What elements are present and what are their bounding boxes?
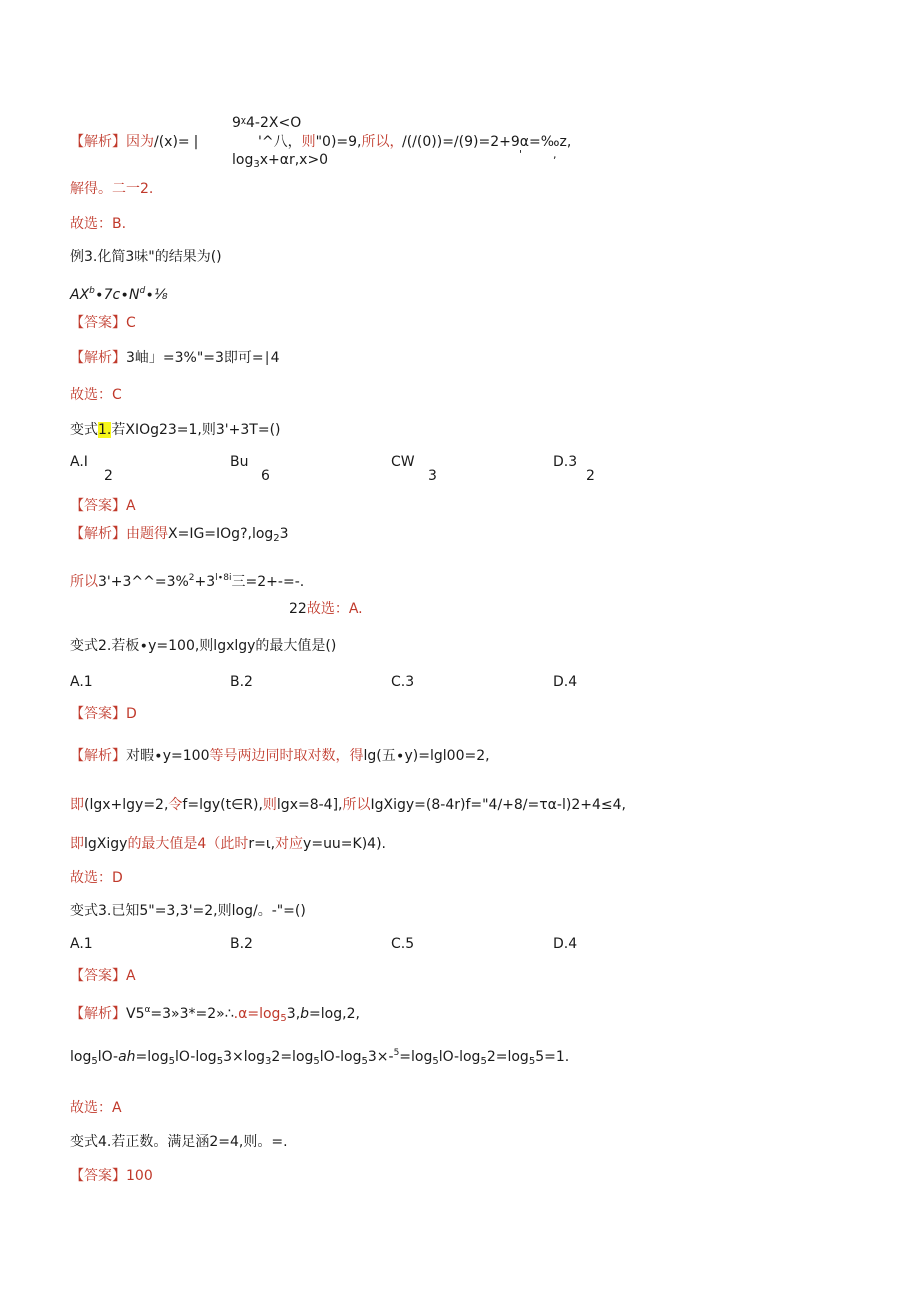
solution-text: 等号两边同时取对数，得 — [209, 748, 364, 764]
solution-math: 3, — [286, 1006, 301, 1022]
solution-math: .α=log — [233, 1006, 281, 1022]
solution-math: r=ι, — [248, 836, 276, 852]
sub: 5 — [480, 1056, 487, 1067]
answer-value: 100 — [126, 1168, 153, 1184]
solution-line-3 — [70, 835, 386, 853]
log-base: 2 — [273, 533, 280, 544]
answer-line — [70, 314, 136, 332]
option-sup: b — [89, 286, 95, 296]
exponent: l∙8i — [215, 573, 232, 583]
case-condition: x+αr,x>0 — [259, 152, 329, 168]
solution-line — [70, 349, 280, 367]
option-d: D.3 — [553, 454, 578, 470]
solution-line-2 — [70, 569, 304, 591]
solution-label: 【解析】 — [70, 526, 126, 542]
solution-line-3 — [289, 600, 363, 618]
option-sup: d — [139, 286, 146, 296]
solution-math: =log,2, — [309, 1006, 360, 1022]
answer-line — [70, 967, 136, 985]
option-text: ∙⅛ — [145, 287, 168, 303]
math: =log — [399, 1049, 433, 1065]
solution-math: X=IG=IOg?,log — [168, 526, 274, 542]
choose-text: 故选：A. — [306, 601, 363, 617]
solution-math: 3'+3^^=3% — [98, 574, 189, 590]
fraction-denominators: 22 — [289, 601, 307, 617]
option-b: B.2 — [230, 674, 253, 690]
solution-math: lgx=8-4], — [276, 797, 343, 813]
answer-line — [70, 497, 136, 515]
solution-line — [70, 1001, 360, 1028]
option-b: B.2 — [230, 936, 253, 952]
solution-math: lgXigy — [84, 836, 128, 852]
solution-text: 的最大值是4（此时 — [127, 836, 249, 852]
variable-b: b — [300, 1006, 310, 1022]
question-prefix: 变式 — [70, 422, 98, 438]
option-text: ∙7c∙N — [94, 287, 140, 303]
sub: 3 — [265, 1056, 272, 1067]
option-b: Bu — [230, 454, 249, 470]
sub: 5 — [313, 1056, 320, 1067]
sub: 5 — [432, 1056, 439, 1067]
answer-value: A — [126, 968, 136, 984]
solution-label: 【解析】 — [70, 134, 126, 150]
piecewise-case-top: 9ᵡ4-2X<O — [232, 115, 302, 131]
then-text: 则 — [301, 134, 316, 150]
solution-label: 【解析】 — [70, 350, 126, 366]
function-def: /(x)= — [154, 134, 190, 150]
solution-math: 3 — [279, 526, 289, 542]
question-options — [70, 282, 168, 304]
solution-text: 因为 — [126, 134, 154, 150]
solution-line — [70, 525, 289, 548]
option-c-denominator: 3 — [428, 468, 437, 484]
math: 3×log — [223, 1049, 266, 1065]
choose-line: 故选：C — [70, 387, 122, 403]
solution-math: V5 — [126, 1006, 145, 1022]
option-b-denominator: 6 — [261, 468, 270, 484]
option-c: C.3 — [391, 674, 415, 690]
math: 2=log — [486, 1049, 529, 1065]
solution-text: 所以 — [342, 797, 371, 813]
log-text: log — [232, 152, 254, 168]
solution-label: 【解析】 — [70, 1006, 126, 1022]
choose-line: 故选：B. — [70, 216, 127, 232]
solution-math: 对暇∙y=100 — [126, 748, 210, 764]
math: lO-log — [438, 1049, 481, 1065]
solution-math: (lgx+lgy=2, — [84, 797, 169, 813]
answer-value: C — [126, 315, 136, 331]
sub: 5 — [216, 1056, 224, 1067]
brace-bar: | — [193, 134, 199, 150]
sub: 5 — [528, 1056, 536, 1067]
piecewise-case-bottom — [232, 151, 328, 174]
math-italic: ah — [118, 1049, 136, 1065]
option-d: D.4 — [553, 936, 578, 952]
math: =log — [135, 1049, 169, 1065]
so-text: 所以 — [70, 574, 98, 590]
solution-text: 由题得 — [126, 526, 168, 542]
solution-text: 即 — [70, 797, 84, 813]
answer-label: 【答案】 — [70, 1168, 126, 1184]
math: lO-log — [319, 1049, 362, 1065]
solution-line-2 — [70, 796, 626, 814]
option-c: C.5 — [391, 936, 415, 952]
answer-value: A — [126, 498, 136, 514]
so-text: 所以， — [361, 134, 404, 150]
answer-label: 【答案】 — [70, 315, 126, 331]
solution-text: 则 — [262, 797, 277, 813]
choose-line: 故选：A — [70, 1100, 122, 1116]
exponent: α — [144, 1005, 151, 1015]
answer-line — [70, 1167, 153, 1185]
log-base: 3 — [253, 159, 260, 170]
solution-math: lg(五∙y)=lgl00=2, — [363, 748, 490, 764]
question-title: 例3.化简3味"的结果为() — [70, 249, 222, 265]
math: lO- — [97, 1049, 119, 1065]
question-title — [70, 421, 281, 439]
math: 3×- — [367, 1049, 394, 1065]
sup: 5 — [393, 1048, 400, 1058]
sub: 5 — [168, 1056, 175, 1067]
tick-mark: ' — [519, 148, 523, 161]
solution-text: 对应 — [275, 836, 304, 852]
choose-line: 故选：D — [70, 870, 123, 886]
solution-label: 【解析】 — [70, 748, 126, 764]
ex2-solution-line — [70, 133, 198, 151]
math: lO-log — [174, 1049, 217, 1065]
answer-line — [70, 705, 137, 723]
solve-line: 解得。二一2. — [70, 181, 154, 197]
value-text: "0)=9, — [315, 134, 362, 150]
solution-text: 3岫」=3%"=3即可=∣4 — [126, 350, 280, 366]
option-text: AX — [70, 287, 90, 303]
answer-label: 【答案】 — [70, 706, 126, 722]
option-c: CW — [391, 454, 415, 470]
option-d: D.4 — [553, 674, 578, 690]
answer-value: D — [126, 706, 137, 722]
solution-math: IgXigy=(8-4r)f="4∕+8∕=τα-l)2+4≤4, — [370, 797, 626, 813]
solution-math: f=lgy(t∈R), — [182, 797, 263, 813]
option-a: A.I — [70, 454, 88, 470]
answer-label: 【答案】 — [70, 968, 126, 984]
solution-math: y=uu=K)4). — [303, 836, 387, 852]
option-a: A.1 — [70, 936, 93, 952]
question-title: 变式4.若正数。满足涵2=4,则。=. — [70, 1134, 288, 1150]
tick-mark: , — [553, 148, 557, 161]
log-base: 5 — [280, 1013, 287, 1024]
option-d-denominator: 2 — [586, 468, 595, 484]
solution-math: 三=2+-=-. — [231, 574, 305, 590]
sub: 5 — [91, 1056, 98, 1067]
math: log — [70, 1049, 92, 1065]
option-a-denominator: 2 — [104, 468, 113, 484]
math: 2=log — [271, 1049, 314, 1065]
composition-result: /(/(0))=∕(9)=2+9α=‰z, — [402, 134, 572, 150]
solution-line — [70, 747, 490, 765]
case-mid-text: '^八， — [258, 134, 302, 150]
highlighted-number: 1. — [98, 422, 112, 438]
solution-line-2 — [70, 1044, 569, 1071]
question-text: 若XIOg23=1,则3'+3T=() — [111, 422, 281, 438]
option-a: A.1 — [70, 674, 93, 690]
answer-label: 【答案】 — [70, 498, 126, 514]
solution-text: 令 — [168, 797, 183, 813]
solution-math: +3 — [194, 574, 216, 590]
solution-text: 即 — [70, 836, 84, 852]
solution-math: =3»3*=2»∴ — [150, 1006, 234, 1022]
math: 5=1. — [535, 1049, 570, 1065]
question-title: 变式3.已知5"=3,3'=2,则log/。-"=() — [70, 903, 306, 919]
question-title: 变式2.若板∙y=100,则lgxlgy的最大值是() — [70, 638, 337, 654]
piecewise-case-mid — [258, 133, 404, 151]
sub: 5 — [361, 1056, 368, 1067]
exponent: 2 — [188, 573, 195, 583]
